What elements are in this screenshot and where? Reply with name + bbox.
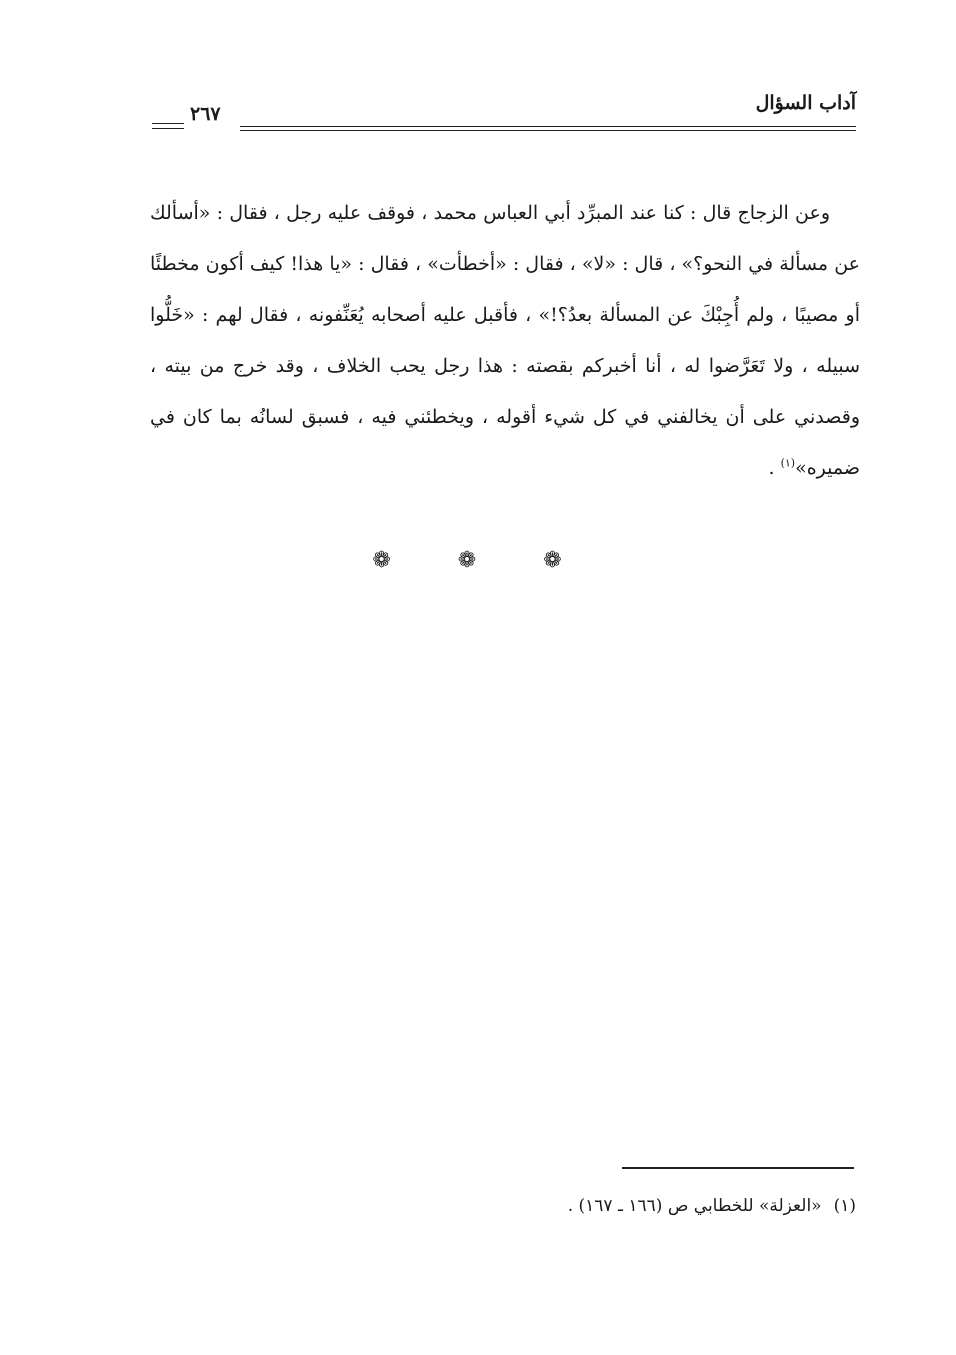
body-paragraph xyxy=(150,188,860,494)
footnote-number: (١) xyxy=(833,1196,856,1216)
running-head-title: آداب السؤال xyxy=(755,92,856,114)
flower-ornament-icon: ❁ xyxy=(457,548,499,573)
footnote-text: «العزلة» للخطابي ص (١٦٦ ـ ١٦٧) . xyxy=(567,1196,822,1216)
footnote-rule xyxy=(622,1167,854,1169)
flower-ornament-icon: ❁ xyxy=(372,548,413,573)
footnote xyxy=(356,1192,856,1220)
footnote-reference: (١) xyxy=(780,456,796,470)
paragraph-end: . xyxy=(768,457,781,479)
header-rule-short xyxy=(152,123,184,129)
body-text xyxy=(150,188,860,494)
page-number: ٢٦٧ xyxy=(190,103,221,125)
header-rule xyxy=(240,126,856,131)
paragraph-text: وعن الزجاج قال : كنا عند المبرِّد أبي العباس محمد ، فوقف عليه رجل ، فقال : «أسألك عن مسألة في النحو؟» ، قال : «لا» ، فقال : «أخطأت» ، فقال : «يا هذا! كيف أكون مخطئًا أو مصيبًا ، ولم أُجِبْكَ عن المسألة بعدُ؟!» ، فأقبل عليه أصحابه يُعَنِّفونه ، فقال لهم : «خَلُّوا سبيله ، ولا تَعَرَّضوا له ، أنا أخبركم بقصته : هذا رجل يحب الخلاف ، وقد خرج من بيته ، وقصدني على أن يخالفني في كل شيء أقوله ، ويخطئني فيه ، فسبق لسانُه بما كان في ضميره» xyxy=(150,202,860,479)
section-separator xyxy=(0,548,956,573)
flower-ornament-icon: ❁ xyxy=(543,548,584,573)
